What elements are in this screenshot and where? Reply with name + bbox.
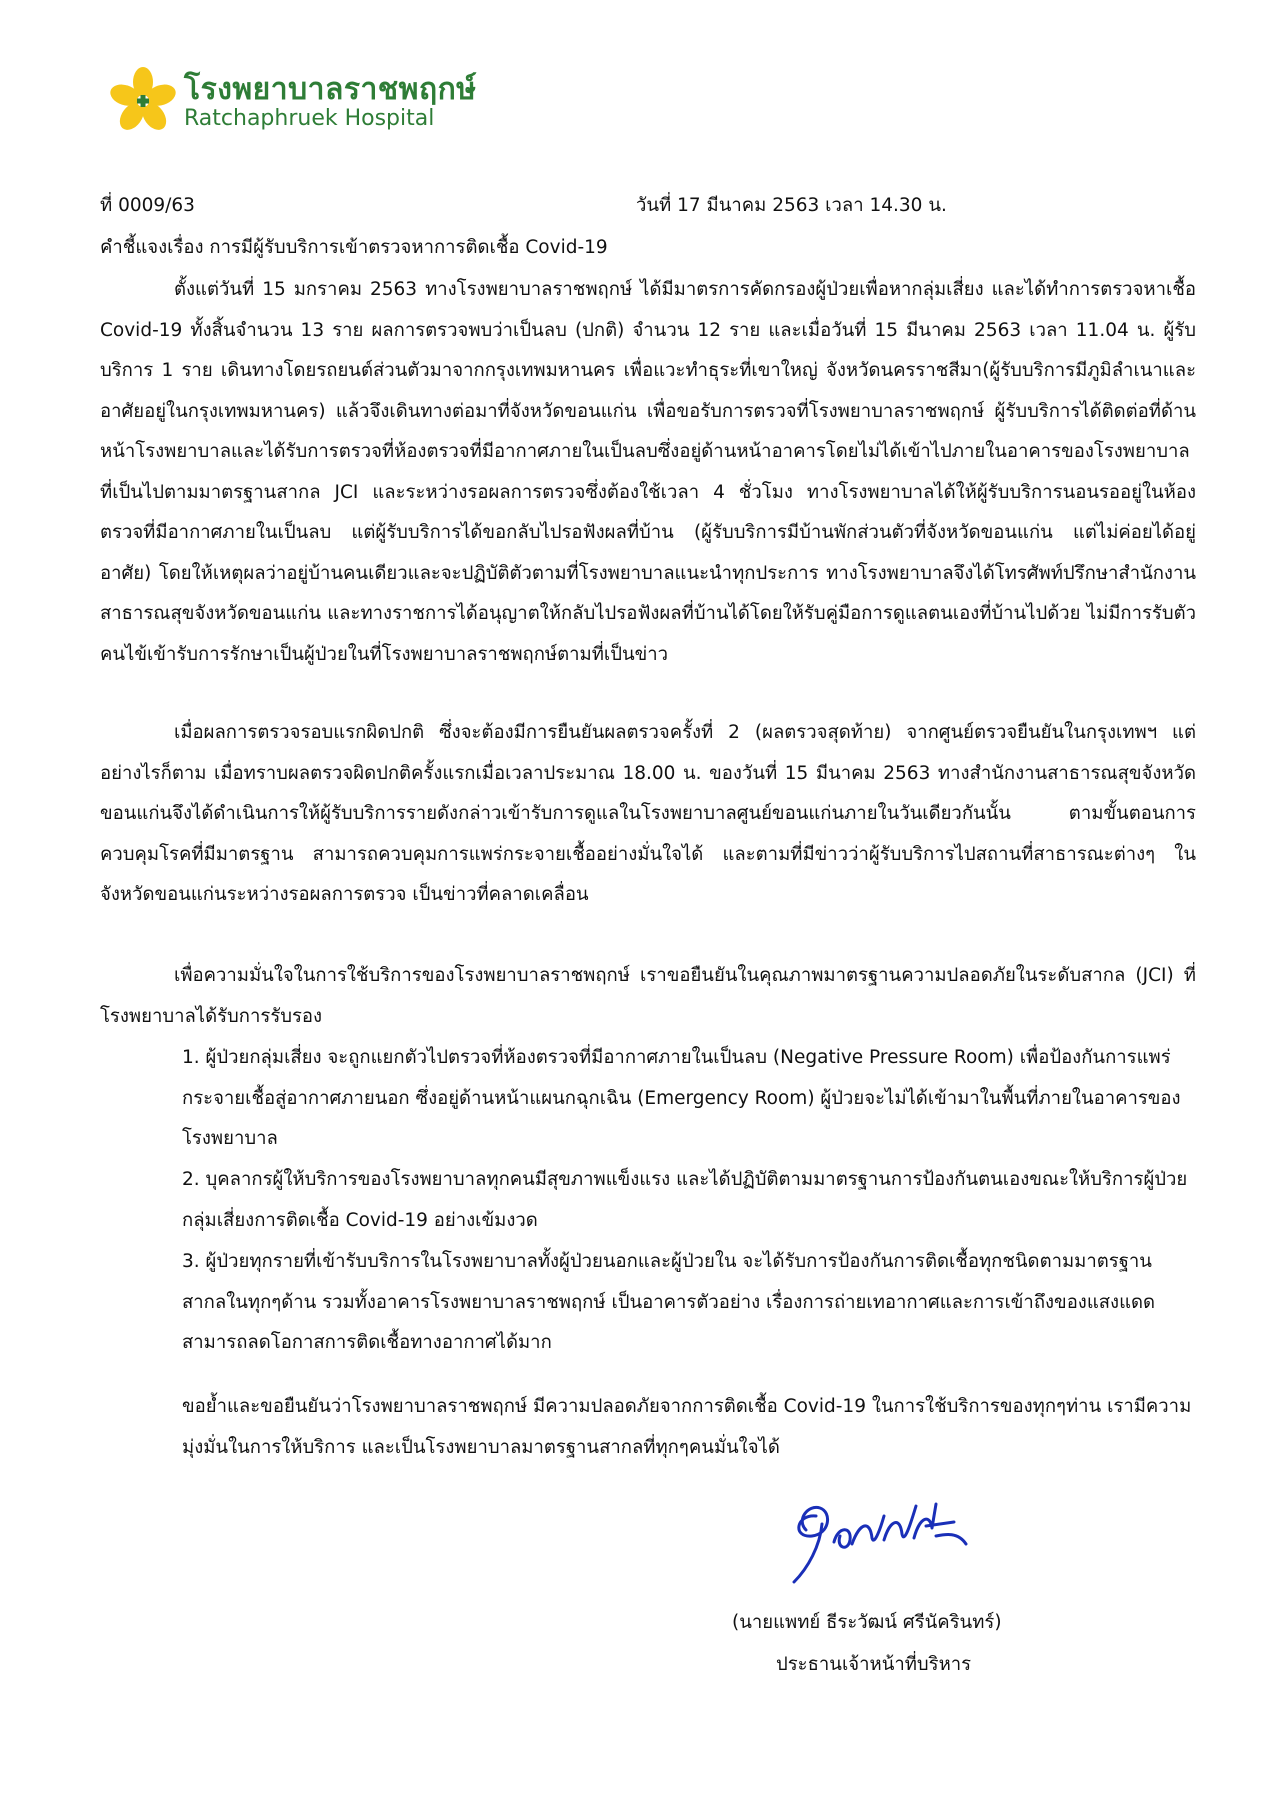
hospital-logo [108, 64, 477, 144]
standards-list [182, 1242, 1196, 1364]
hospital-name-english: Ratchaphruek Hospital [184, 106, 435, 131]
standards-list [182, 1038, 1196, 1160]
list-item: 3. ผู้ป่วยทุกรายที่เข้ารับบริการในโรงพยาบาลทั้งผู้ป่วยนอกและผู้ป่วยใน จะได้รับการป้องกันการติดเชื้อทุกชนิดตามมาตรฐานสากลในทุกๆด้าน รวมทั้งอาคารโรงพยาบาลราชพฤกษ์ เป็นอาคารตัวอย่าง เรื่องการถ่ายเทอากาศและการเข้าถึงของแสงแดด สามารถลดโอกาสการติดเชื้อทางอากาศได้มาก [182, 1251, 1156, 1353]
paragraph-3 [100, 956, 1196, 1037]
closing-paragraph [182, 1387, 1196, 1468]
handwritten-signature [786, 1486, 976, 1586]
paragraph-1 [100, 270, 1196, 675]
paragraph-2-text: เมื่อผลการตรวจรอบแรกผิดปกติ ซึ่งจะต้องมีการยืนยันผลตรวจครั้งที่ 2 (ผลตรวจสุดท้าย) จากศูนย์ตรวจยืนยันในกรุงเทพฯ แต่อย่างไรก็ตาม เมื่อทราบผลตรวจผิดปกติครั้งแรกเมื่อเวลาประมาณ 18.00 น. ของวันที่ 15 มีนาคม 2563 ทางสำนักงานสาธารณสุขจังหวัดขอนแก่นจึงได้ดำเนินการให้ผู้รับบริการรายดังกล่าวเข้ารับการดูแลในโรงพยาบาลศูนย์ขอนแก่นภายในวันเดียวกันนั้น ตามขั้นตอนการควบคุมโรคที่มีมาตรฐาน สามารถควบคุมการแพร่กระจายเชื้ออย่างมั่นใจได้ และตามที่มีข่าวว่าผู้รับบริการไปสถานที่สาธารณะต่างๆ ในจังหวัดขอนแก่นระหว่างรอผลการตรวจ เป็นข่าวที่คลาดเคลื่อน [100, 722, 1196, 905]
standards-list [182, 1160, 1196, 1241]
hospital-name-thai: โรงพยาบาลราชพฤกษ์ [184, 72, 477, 107]
date-line: วันที่ 17 มีนาคม 2563 เวลา 14.30 น. [636, 195, 947, 216]
list-item: 1. ผู้ป่วยกลุ่มเสี่ยง จะถูกแยกตัวไปตรวจที่ห้องตรวจที่มีอากาศภายในเป็นลบ (Negative Pressure Room) เพื่อป้องกันการแพร่กระจายเชื้อสู่อากาศภายนอก ซึ่งอยู่ด้านหน้าแผนกฉุกเฉิน (Emergency Room) ผู้ป่วยจะไม่ได้เข้ามาในพื้นที่ภายในอาคารของโรงพยาบาล [182, 1047, 1181, 1149]
paragraph-1-text: ตั้งแต่วันที่ 15 มกราคม 2563 ทางโรงพยาบาลราชพฤกษ์ ได้มีมาตรการคัดกรองผู้ป่วยเพื่อหากลุ่มเสี่ยง และได้ทำการตรวจหาเชื้อ Covid-19 ทั้งสิ้นจำนวน 13 ราย ผลการตรวจพบว่าเป็นลบ (ปกติ) จำนวน 12 ราย และเมื่อวันที่ 15 มีนาคม 2563 เวลา 11.04 น. ผู้รับบริการ 1 ราย เดินทางโดยรถยนต์ส่วนตัวมาจากกรุงเทพมหานคร เพื่อแวะทำธุระที่เขาใหญ่ จังหวัดนครราชสีมา(ผู้รับบริการมีภูมิลำเนาและอาศัยอยู่ในกรุงเทพมหานคร) แล้วจึงเดินทางต่อมาที่จังหวัดขอนแก่น เพื่อขอรับการตรวจที่โรงพยาบาลราชพฤกษ์ ผู้รับบริการได้ติดต่อที่ด้านหน้าโรงพยาบาลและได้รับการตรวจที่ห้องตรวจที่มีอากาศภายในเป็นลบซึ่งอยู่ด้านหน้าอาคารโดยไม่ได้เข้าไปภายในอาคารของโรงพยาบาลที่เป็นไปตามมาตรฐานสากล JCI และระหว่างรอผลการตรวจซึ่งต้องใช้เวลา 4 ชั่วโมง ทางโรงพยาบาลได้ให้ผู้รับบริการนอนรออยู่ในห้องตรวจที่มีอากาศภายในเป็นลบ แต่ผู้รับบริการได้ขอกลับไปรอฟังผลที่บ้าน (ผู้รับบริการมีบ้านพักส่วนตัวที่จังหวัดขอนแก่น แต่ไม่ค่อยได้อยู่อาศัย) โดยให้เหตุผลว่าอยู่บ้านคนเดียวและจะปฏิบัติตัวตามที่โรงพยาบาลแนะนำทุกประการ ทางโรงพยาบาลจึงได้โทรศัพท์ปรึกษาสำนักงานสาธารณสุขจังหวัดขอนแก่น และทางราชการได้อนุญาตให้กลับไปรอฟังผลที่บ้านได้โดยให้รับคู่มือการดูแลตนเองที่บ้านไปด้วย ไม่มีการรับตัวคนไข้เข้ารับการรักษาเป็นผู้ป่วยในที่โรงพยาบาลราชพฤกษ์ตามที่เป็นข่าว [100, 279, 1196, 665]
reference-number: ที่ 0009/63 [100, 195, 195, 216]
signer-title: ประธานเจ้าหน้าที่บริหาร [776, 1654, 972, 1675]
list-item: 2. บุคลากรผู้ให้บริการของโรงพยาบาลทุกคนมีสุขภาพแข็งแรง และได้ปฏิบัติตามมาตรฐานการป้องกันตนเองขณะให้บริการผู้ป่วยกลุ่มเสี่ยงการติดเชื้อ Covid-19 อย่างเข้มงวด [182, 1169, 1188, 1231]
closing-text: ขอย้ำและขอยืนยันว่าโรงพยาบาลราชพฤกษ์ มีความปลอดภัยจากการติดเชื้อ Covid-19 ในการใช้บริการของทุกๆท่าน เรามีความมุ่งมั่นในการให้บริการ และเป็นโรงพยาบาลมาตรฐานสากลที่ทุกๆคนมั่นใจได้ [182, 1396, 1192, 1458]
signer-name: (นายแพทย์ ธีระวัฒน์ ศรีนัครินทร์) [732, 1612, 1002, 1633]
flower-logo-icon [108, 66, 178, 136]
paragraph-2 [100, 713, 1196, 916]
paragraph-3-text: เพื่อความมั่นใจในการใช้บริการของโรงพยาบาลราชพฤกษ์ เราขอยืนยันในคุณภาพมาตรฐานความปลอดภัยในระดับสากล (JCI) ที่โรงพยาบาลได้รับการรับรอง [100, 965, 1196, 1027]
subject-line: คำชี้แจงเรื่อง การมีผู้รับบริการเข้าตรวจหาการติดเชื้อ Covid-19 [100, 237, 608, 258]
